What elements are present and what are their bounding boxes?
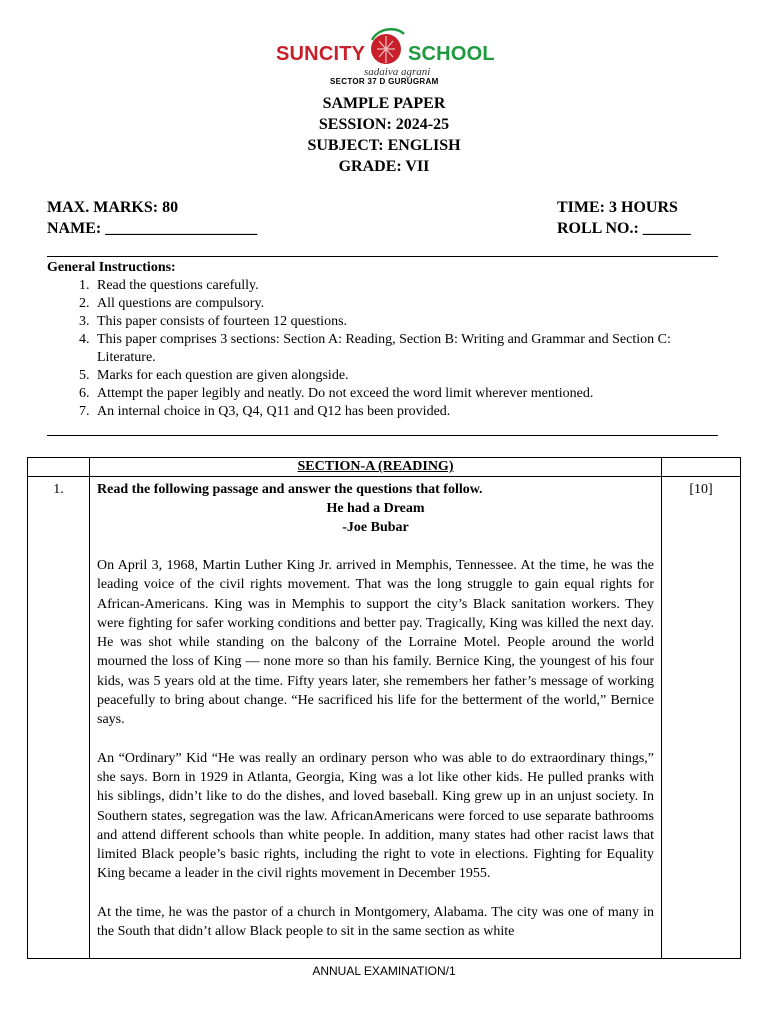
session: SESSION: 2024-25 (318, 116, 450, 133)
section-title: SECTION-A (READING) (90, 458, 662, 477)
name-roll-row (47, 220, 693, 238)
roll-number-field: ROLL NO.: ______ (557, 220, 691, 237)
instruction-item: 1. Read the questions carefully. (93, 277, 719, 295)
passage-author: -Joe Bubar (342, 520, 409, 535)
general-instructions (47, 259, 719, 421)
question-marks: [10] (662, 477, 741, 959)
empty-cell (662, 458, 741, 477)
grade: GRADE: VII (338, 158, 430, 175)
school-logo (272, 20, 496, 88)
divider-top (47, 256, 718, 257)
logo-word-school: SCHOOL (408, 43, 495, 65)
time-allowed: TIME: 3 HOURS (557, 199, 678, 216)
paper-header (0, 93, 768, 177)
logo-word-suncity: SUNCITY (276, 43, 366, 65)
instruction-item: 3. This paper consists of fourteen 12 questions. (93, 313, 719, 331)
instruction-item: 4. This paper comprises 3 sections: Section A: Reading, Section B: Writing and Grammar and Section C: Literature. (93, 331, 719, 367)
max-marks: MAX. MARKS: 80 (47, 199, 179, 216)
instruction-item: 7. An internal choice in Q3, Q4, Q11 and Q12 has been provided. (93, 403, 719, 421)
logo-location: SECTOR 37 D GURUGRAM (330, 77, 439, 86)
instructions-title: General Instructions: (47, 260, 176, 275)
instruction-item: 2. All questions are compulsory. (93, 295, 719, 313)
paper-type: SAMPLE PAPER (322, 95, 446, 112)
page-footer: ANNUAL EXAMINATION/1 (312, 964, 456, 978)
empty-cell (28, 458, 90, 477)
logo-ball-icon (366, 26, 406, 66)
instruction-item: 5. Marks for each question are given alongside. (93, 367, 719, 385)
passage-paragraph: On April 3, 1968, Martin Luther King Jr. arrived in Memphis, Tennessee. At the time, he was the leading voice of the civil rights movement. That was the long struggle to gain equal rights for African-Americans. King was in Memphis to support the city’s Black sanitation workers. They were fighting for safer working conditions and better pay. Tragically, King was killed the next day. He was shot while standing on the balcony of the Lorraine Motel. People around the world mourned the loss of King — none more so than his family. Bernice King, the youngest of his four kids, was 5 years old at the time. Fifty years later, she remembers her father’s message of working peacefully to bring about change. “He sacrificed his life for the betterment of the world,” Bernice says. (97, 558, 654, 728)
question-number: 1. (28, 477, 90, 959)
subject: SUBJECT: ENGLISH (307, 137, 461, 154)
marks-time-row (47, 199, 693, 217)
divider-bottom (47, 435, 718, 436)
question-instruction: Read the following passage and answer the questions that follow. (97, 482, 483, 497)
question-body (90, 477, 662, 959)
passage-title: He had a Dream (326, 501, 425, 516)
instructions-list (47, 277, 719, 421)
instruction-item: 6. Attempt the paper legibly and neatly. Do not exceed the word limit wherever mentioned. (93, 385, 719, 403)
passage-paragraph: At the time, he was the pastor of a church in Montgomery, Alabama. The city was one of many in the South that didn’t allow Black people to sit in the same section as white (97, 904, 654, 940)
passage-paragraph: An “Ordinary” Kid “He was really an ordinary person who was able to do extraordinary things,” she says. Born in 1929 in Atlanta, Georgia, King was a lot like other kids. He pulled pranks with his siblings, didn’t like to do the dishes, and loved baseball. King grew up in an unjust society. In Southern states, segregation was the law. AfricanAmericans were forced to use separate bathrooms and attend different schools than white people. In addition, many states had other racist laws that limited Black people’s basic rights, including the right to vote in elections. Fighting for Equality King became a leader in the civil rights movement in December 1955. (97, 750, 654, 882)
question-table (27, 457, 741, 959)
section-header-row (28, 458, 741, 477)
question-row (28, 477, 741, 959)
logo-tagline: sadaiva agrani (364, 66, 431, 78)
name-field: NAME: ___________________ (47, 220, 258, 237)
